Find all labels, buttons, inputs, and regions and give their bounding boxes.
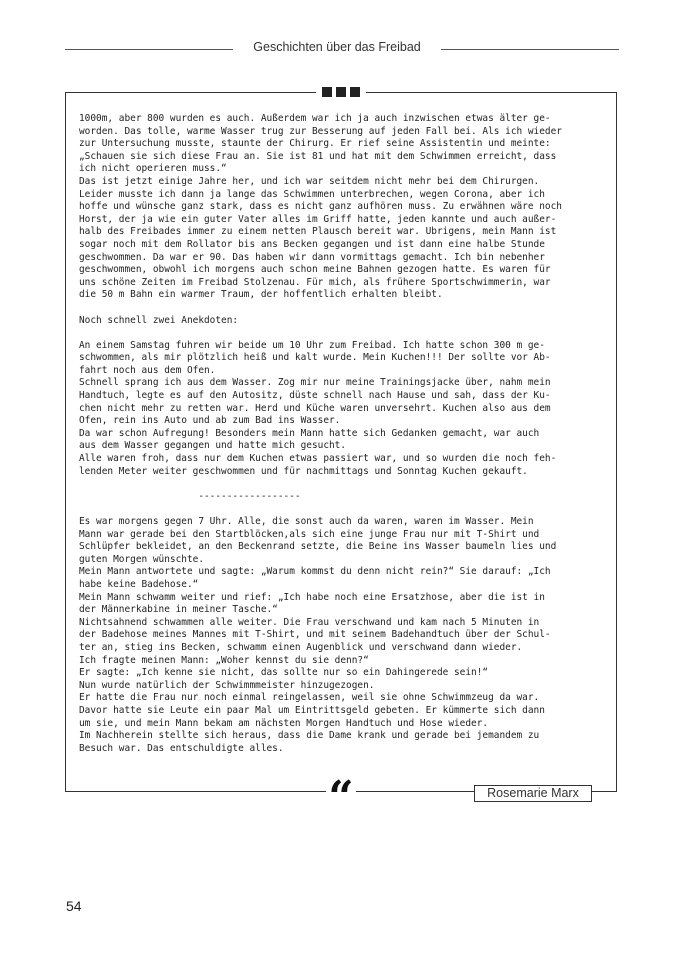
- paragraph-gap: [79, 302, 605, 315]
- square-icon: [322, 87, 332, 97]
- header-rule-right: [441, 49, 619, 50]
- text-line: Noch schnell zwei Anekdoten:: [79, 314, 239, 326]
- text-line: Mein Mann antwortete und sagte: „Warum kommst du denn nicht rein?“ Sie darauf: „Ich: [79, 566, 551, 578]
- running-header-title: Geschichten über das Freibad: [253, 40, 421, 54]
- page-number: 54: [66, 898, 82, 914]
- text-line: Das ist jetzt einige Jahre her, und ich war seitdem nicht mehr bei dem Chirurgen.: [79, 175, 540, 187]
- square-icon: [336, 87, 346, 97]
- text-line: ter an, stieg ins Becken, schwamm einen Augenblick und verschwand dann wieder.: [79, 641, 523, 653]
- text-line: zur Untersuchung musste, staunte der Chirurg. Er rief seine Assistentin und meinte:: [79, 138, 551, 150]
- text-line: „Schauen sie sich diese Frau an. Sie ist 81 und hat mit dem Schwimmen erreicht, dass: [79, 150, 557, 162]
- text-line: schwommen, als mir plötzlich heiß und kalt wurde. Mein Kuchen!!! Der sollte vor Ab-: [79, 352, 551, 364]
- text-line: Mann war gerade bei den Startblöcken,als sich eine junge Frau nur mit T-Shirt und: [79, 528, 540, 540]
- square-icon: [350, 87, 360, 97]
- text-line: guten Morgen wünschte.: [79, 553, 205, 565]
- text-line: Besuch war. Das entschuldigte alles.: [79, 742, 284, 754]
- text-line: Er sagte: „Ich kenne sie nicht, das sollte nur so ein Dahingerede sein!“: [79, 667, 489, 679]
- text-line: Handtuch, legte es auf den Autositz, düste schnell nach Hause und sah, dass der Ku-: [79, 390, 551, 402]
- story-text: [79, 113, 605, 755]
- text-line: Da war schon Aufregung! Besonders mein Mann hatte sich Gedanken gemacht, war auch: [79, 427, 540, 439]
- text-line: Im Nachherein stellte sich heraus, dass die Dame krank und gerade bei jemandem zu: [79, 730, 540, 742]
- text-line: Schnell sprang ich aus dem Wasser. Zog mir nur meine Trainingsjacke über, nahm mein: [79, 377, 551, 389]
- paragraph-gap: [79, 478, 605, 491]
- text-line: ich nicht operieren muss.“: [79, 163, 227, 175]
- text-line: 1000m, aber 800 wurden es auch. Außerdem war ich ja auch inzwischen etwas älter ge-: [79, 113, 551, 124]
- text-line: worden. Das tolle, warme Wasser trug zur Besserung auf jeden Fall bei. Als ich wieder: [79, 125, 562, 137]
- text-line: An einem Samstag fuhren wir beide um 10 Uhr zum Freibad. Ich hatte schon 300 m ge-: [79, 339, 545, 351]
- text-line: Schlüpfer bekleidet, an den Beckenrand setzte, die Beine ins Wasser baumeln lies und: [79, 541, 557, 553]
- quote-icon: “: [326, 775, 356, 809]
- paragraph-gap: [79, 327, 605, 340]
- text-line: Es war morgens gegen 7 Uhr. Alle, die sonst auch da waren, waren im Wasser. Mein: [79, 516, 534, 527]
- text-line: Horst, der ja wie ein guter Vater alles im Griff hatte, jeden kannte und auch außer-: [79, 213, 557, 225]
- text-line: Ich fragte meinen Mann: „Woher kennst du sie denn?“: [79, 654, 369, 666]
- text-line: geschwommen. Da war er 90. Das haben wir dann vormittags gemacht. Ich bin nebenher: [79, 251, 545, 263]
- text-line: geschwommen, obwohl ich morgens auch schon meine Bahnen gezogen hatte. Es waren für: [79, 264, 551, 276]
- text-line: der Badehose meines Mannes mit T-Shirt, und mit seinem Badehandtuch über der Schul-: [79, 629, 551, 641]
- text-line: sogar noch mit dem Rollator bis ans Becken gegangen und ist dann eine halbe Stunde: [79, 238, 545, 250]
- text-line: die 50 m Bahn ein warmer Traum, der hoffentlich erhalten bleibt.: [79, 289, 443, 301]
- text-line: lenden Meter weiter geschwommen und für nachmittags und Sonntag Kuchen gekauft.: [79, 465, 528, 477]
- text-line: Nichtsahnend schwammen alle weiter. Die Frau verschwand und kam nach 5 Minuten in: [79, 616, 540, 628]
- text-line: aus dem Wasser gegangen und hatte mich gesucht.: [79, 440, 347, 452]
- text-line: habe keine Badehose.“: [79, 578, 199, 590]
- text-line: Alle waren froh, dass nur dem Kuchen etwas passiert war, und so wurden die noch feh-: [79, 453, 557, 465]
- author-name: Rosemarie Marx: [474, 785, 592, 802]
- text-line: uns schöne Zeiten im Freibad Stolzenau. Für mich, als frühere Sportschwimmerin, war: [79, 276, 551, 288]
- text-line: Leider musste ich dann ja lange das Schwimmen unterbrechen, wegen Corona, aber ich: [79, 188, 545, 200]
- text-line: Davor hatte sie Leute ein paar Mal um Eintrittsgeld gebeten. Er kümmerte sich dann: [79, 704, 545, 716]
- text-line: chen nicht mehr zu retten war. Herd und Küche waren unversehrt. Kuchen also aus dem: [79, 402, 551, 414]
- text-line: Nun wurde natürlich der Schwimmmeister hinzugezogen.: [79, 679, 375, 691]
- text-line: halb des Freibades immer zu einem netten Plausch bereit war. Übrigens, mein Mann ist: [79, 226, 557, 238]
- text-line: Ofen, rein ins Auto und ab zum Bad ins Wasser.: [79, 415, 341, 427]
- text-line: hoffe und wünsche ganz stark, dass es nicht ganz aufhören muss. Zu erwähnen wäre noch: [79, 201, 562, 213]
- header-rule-left: [65, 49, 233, 50]
- text-line: Er hatte die Frau nur noch einmal reingelassen, weil sie ohne Schwimmzeug da war.: [79, 692, 540, 704]
- text-line: um sie, und mein Mann bekam am nächsten Morgen Handtuch und Hose wieder.: [79, 717, 489, 729]
- text-line: fahrt noch aus dem Ofen.: [79, 364, 216, 376]
- ornament-squares: [316, 85, 366, 99]
- text-line: der Männerkabine in meiner Tasche.“: [79, 604, 278, 616]
- text-line: ------------------: [79, 490, 301, 502]
- paragraph-gap: [79, 503, 605, 516]
- text-line: Mein Mann schwamm weiter und rief: „Ich habe noch eine Ersatzhose, aber die ist in: [79, 591, 545, 603]
